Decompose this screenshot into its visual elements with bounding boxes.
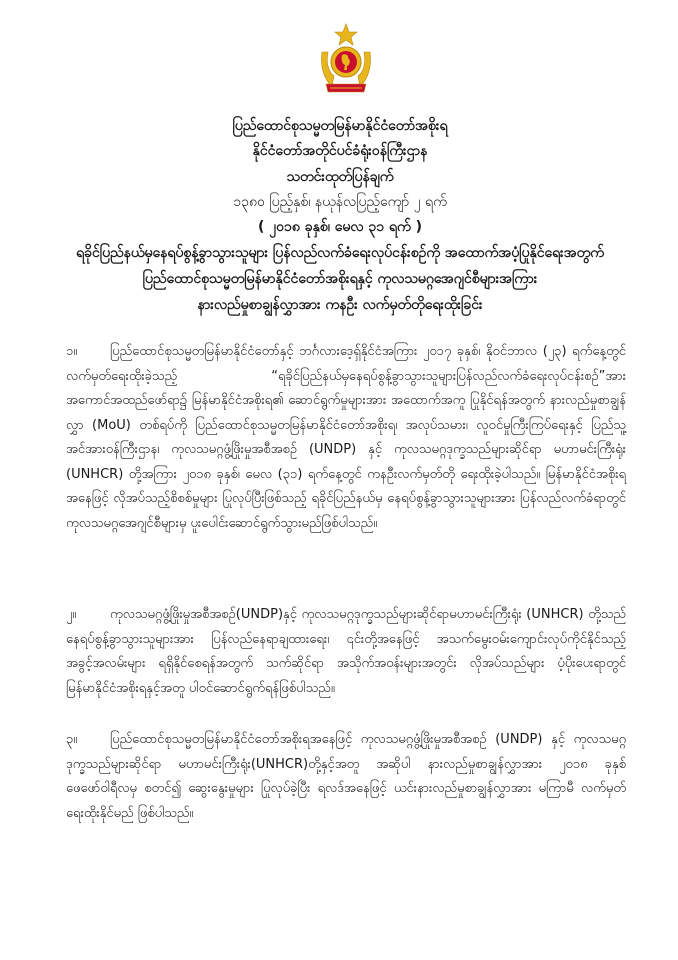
state-seal-emblem xyxy=(318,22,374,96)
paragraph-number: ၂။ xyxy=(66,607,77,622)
title-line-3: နားလည်မှုစာချွန်လွှာအား ကနဦး လက်မှတ်တိုရေးထိုးခြင်း xyxy=(197,297,483,313)
date-myanmar: ၁၃၈၀ ပြည့်နှစ်၊ နယုန်လပြည့်ကျော် ၂ ရက် xyxy=(233,194,447,210)
document-type: သတင်းထုတ်ပြန်ချက် xyxy=(286,169,394,185)
government-name: ပြည်ထောင်စုသမ္မတမြန်မာနိုင်ငံတော်အစိုးရ xyxy=(232,118,448,134)
title-line-1: ရခိုင်ပြည်နယ်မှနေရပ်စွန့်ခွာသွားသူများ ပြန်လည်လက်ခံရေးလုပ်ငန်းစဉ်ကို အထောက်အပံ့ပြုနိုင်ရေးအတွက် xyxy=(76,245,604,261)
date-gregorian: ( ၂၀၁၈ ခုနှစ်၊ မေလ ၃၁ ရက် ) xyxy=(257,219,423,235)
paragraph-text: ပြည်ထောင်စုသမ္မတမြန်မာနိုင်ငံတော်နှင့် ဘင်္ဂလားဒေ့ရှ်နိုင်ငံအကြား ၂၀၁၇ ခုနှစ်၊ နိုဝင်ဘာလ (၂၃) ရက်နေ့တွင် လက်မှတ်ရေးထိုးခဲ့သည့် “ရခိုင်ပြည်နယ်မှနေရပ်စွန့်ခွာသွားသူများပြန်လည်လက်ခံရေးလုပ်ငန်းစဉ်”အား အကောင်အထည်ဖော်ရာ၌ မြန်မာနိုင်ငံအစိုးရ၏ ဆောင်ရွက်မှုများအား အထောက်အကူ ပြုနိုင်ရန်အတွက် နားလည်မှုစာချွန်လွှာ (MoU) တစ်ရပ်ကို ပြည်ထောင်စုသမ္မတမြန်မာနိုင်ငံတော်အစိုးရ၊ အလုပ်သမား၊ လူဝင်မှုကြီးကြပ်ရေးနှင့် ပြည်သူ့အင်အားဝန်ကြီးဌာန၊ ကုလသမဂ္ဂဖွံ့ဖြိုးမှုအစီအစဉ် (UNDP) နှင့် ကုလသမဂ္ဂဒုက္ခသည်များဆိုင်ရာ မဟာမင်းကြီးရုံး (UNHCR) တို့အကြား ၂၀၁၈ ခုနှစ်၊ မေလ (၃၁) ရက်နေ့တွင် ကနဦးလက်မှတ်တို ရေးထိုးခဲ့ပါသည်။ မြန်မာနိုင်ငံအစိုးရအနေဖြင့် လိုအပ်သည့်စိစစ်မှုများ ပြုလုပ်ပြီးဖြစ်သည့် ရခိုင်ပြည်နယ်မှ နေရပ်စွန့်ခွာသွားသူများအား ပြန်လည်လက်ခံရာတွင် ကုလသမဂ္ဂအေဂျင်စီများမှ ပူးပေါင်းဆောင်ရွက်သွားမည်ဖြစ်ပါသည်။ xyxy=(66,344,626,531)
ministry-name: နိုင်ငံတော်အတိုင်ပင်ခံရုံးဝန်ကြီးဌာန xyxy=(252,143,428,159)
paragraph-text: ပြည်ထောင်စုသမ္မတမြန်မာနိုင်ငံတော်အစိုးရအနေဖြင့် ကုလသမဂ္ဂဖွံ့ဖြိုးမှုအစီအစဉ် (UNDP) နှင့် ကုလသမဂ္ဂဒုက္ခသည်များဆိုင်ရာ မဟာမင်းကြီးရုံး(UNHCR)တို့နှင့်အတူ အဆိုပါ နားလည်မှုစာချွန်လွှာအား ၂၀၁၈ ခုနှစ် ဖေဖော်ဝါရီလမှ စတင်၍ ဆွေးနွေးမှုများ ပြုလုပ်ခဲ့ပြီး ရလဒ်အနေဖြင့် ယင်းနားလည်မှုစာချွန်လွှာအား မကြာမီ လက်မှတ်ရေးထိုးနိုင်မည် ဖြစ်ပါသည်။ xyxy=(66,732,626,821)
paragraph-3 xyxy=(66,728,626,826)
title-line-2: ပြည်ထောင်စုသမ္မတမြန်မာနိုင်ငံတော်အစိုးရနှင့် ကုလသမဂ္ဂအေဂျင်စီများအကြား xyxy=(142,271,538,287)
paragraph-number: ၃။ xyxy=(66,732,78,747)
paragraph-text: ကုလသမဂ္ဂဖွံ့ဖြိုးမှုအစီအစဉ်(UNDP)နှင့် ကုလသမဂ္ဂဒုက္ခသည်များဆိုင်ရာမဟာမင်းကြီးရုံး (UNHCR) တို့သည် နေရပ်စွန့်ခွာသွားသူများအား ပြန်လည်နေရာချထားရေး၊ ၎င်းတို့အနေဖြင့် အသက်မွေးဝမ်းကျောင်းလုပ်ကိုင်နိုင်သည့် အခွင့်အလမ်းများ ရရှိနိုင်စေရန်အတွက် သက်ဆိုင်ရာ အသိုက်အဝန်းများအတွင်း လိုအပ်သည်များ ပံ့ပိုးပေးရာတွင် မြန်မာနိုင်ငံအစိုးရနှင့်အတူ ပါဝင်ဆောင်ရွက်ရန်ဖြစ်ပါသည်။ xyxy=(66,607,626,696)
paragraph-2 xyxy=(66,603,626,701)
paragraph-1 xyxy=(66,340,626,536)
paragraph-number: ၁။ xyxy=(66,344,78,359)
